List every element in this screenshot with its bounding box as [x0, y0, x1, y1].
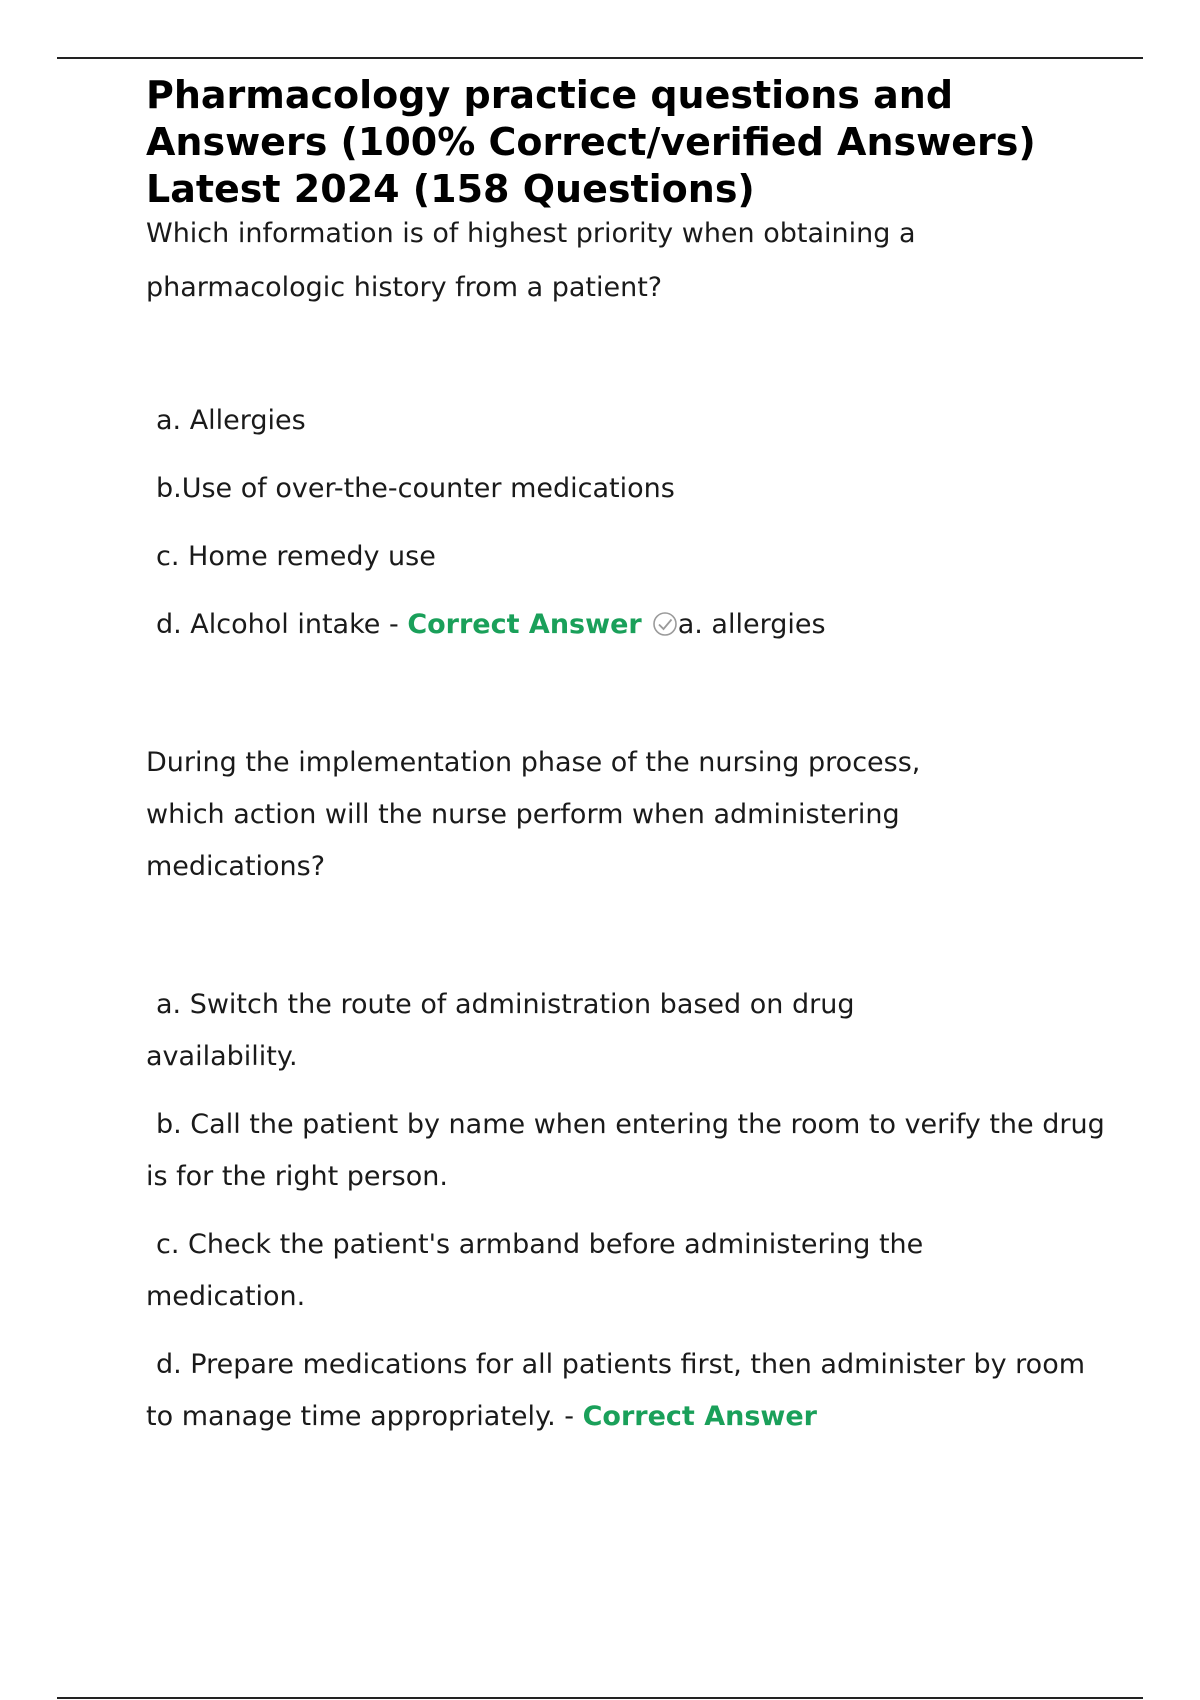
correct-answer-label: Correct Answer [407, 609, 642, 640]
correct-answer-label: Correct Answer [582, 1401, 817, 1432]
option-c: c. Home remedy use [156, 541, 436, 572]
answer-text: a. allergies [677, 609, 826, 640]
option-b: b. Call the patient by name when entering the room to verify the drug is for the right person. [146, 1109, 1105, 1192]
option-d-text: d. Alcohol intake [156, 609, 381, 640]
top-rule [57, 57, 1143, 59]
question-text: Which information is of highest priority when obtaining a pharmacologic history from a patient? [146, 218, 916, 303]
option-a: a. Switch the route of administration based on drug availability. [146, 989, 855, 1072]
document-title: Pharmacology practice questions and Answers (100% Correct/verified Answers) Latest 2024 (158 Questions) [146, 73, 1036, 211]
option-c: c. Check the patient's armband before administering the medication. [146, 1229, 924, 1312]
option-d [146, 599, 1106, 651]
document-body [146, 72, 1106, 1443]
separator: - [555, 1401, 583, 1432]
question-text: During the implementation phase of the nursing process, which action will the nurse perform when administering medications? [146, 747, 921, 882]
separator: - [380, 609, 408, 640]
bottom-rule [57, 1697, 1143, 1699]
question-2 [146, 737, 1106, 1443]
question-1 [146, 207, 1106, 651]
option-b: b.Use of over-the-counter medications [156, 473, 675, 504]
check-circle-icon [652, 611, 678, 637]
option-d: d. Prepare medications for all patients first, then administer by room to manage time appropriately. - Correct Answer [146, 1349, 1086, 1432]
option-a: a. Allergies [156, 405, 306, 436]
